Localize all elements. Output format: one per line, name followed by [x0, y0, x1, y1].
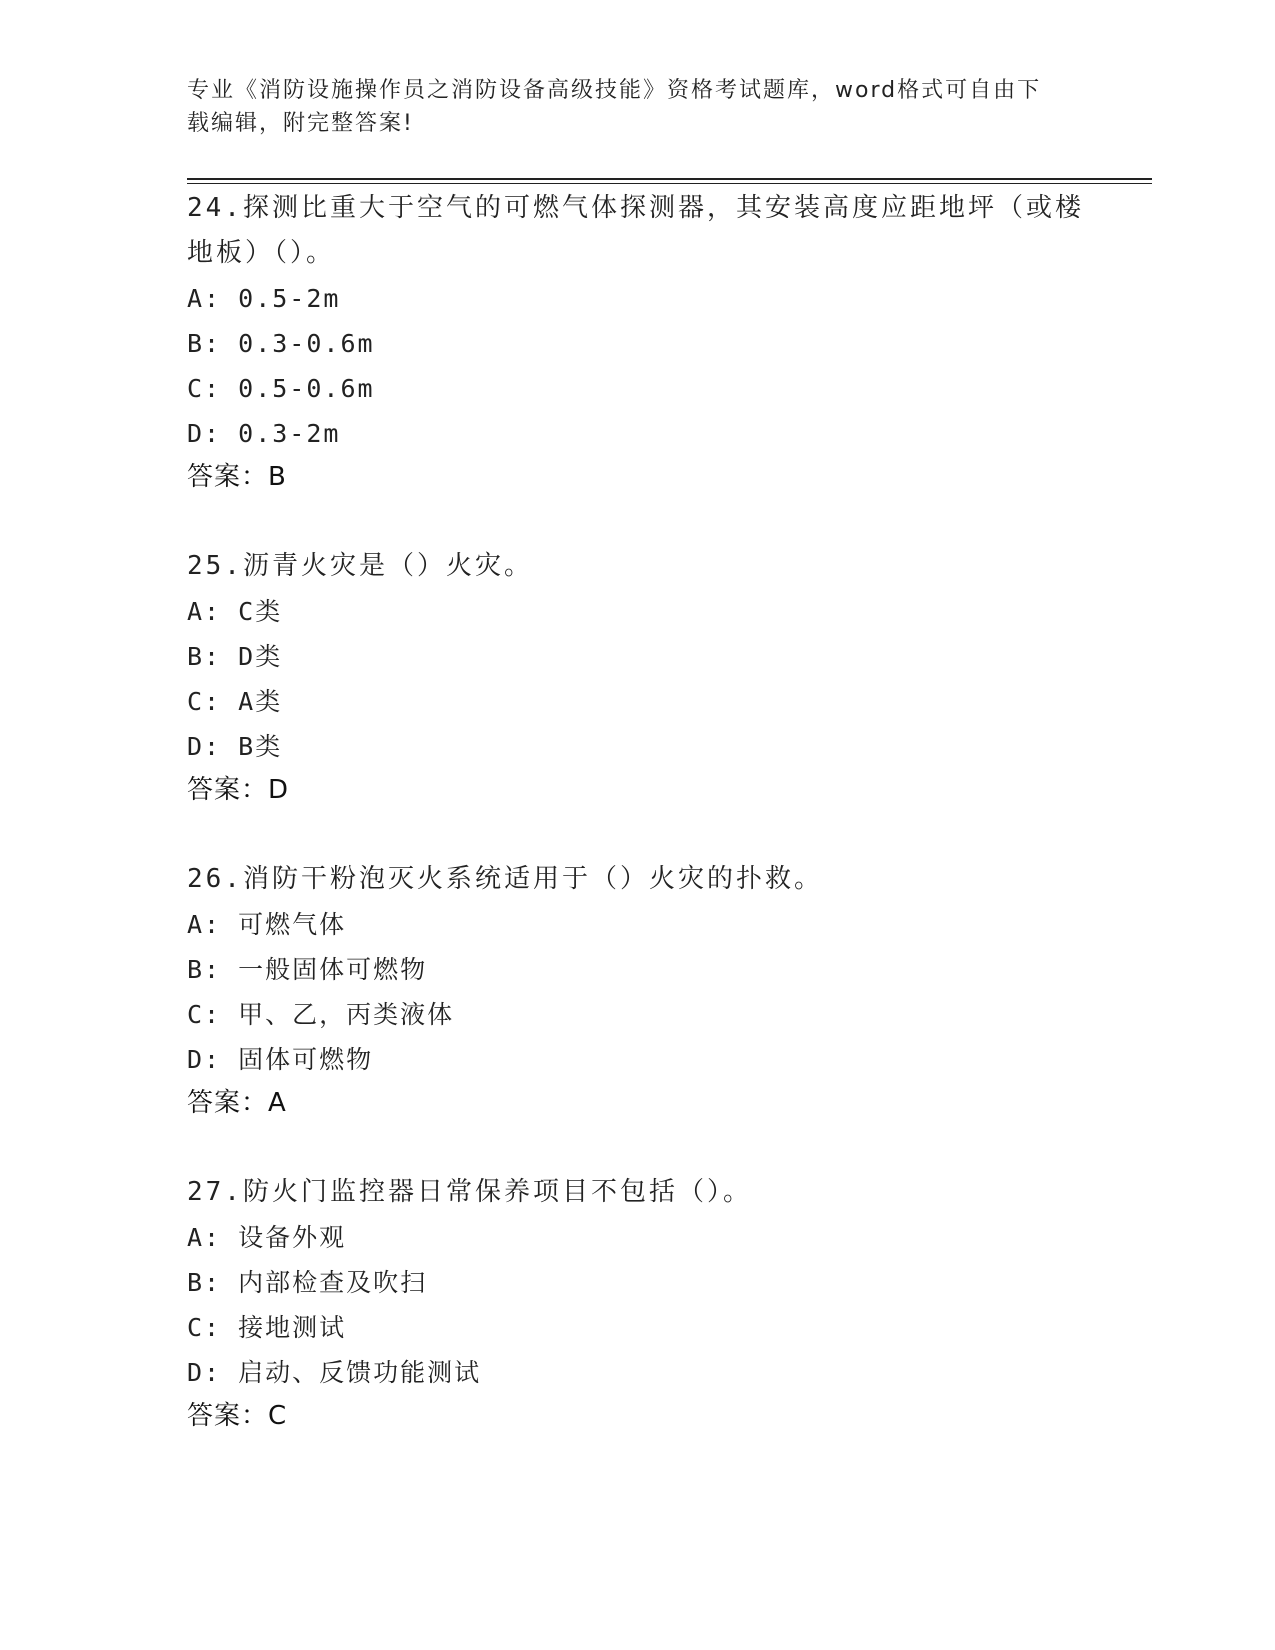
question-26: [187, 857, 1087, 1124]
document-header: [187, 74, 1067, 140]
header-line-2: 载编辑，附完整答案!: [187, 111, 414, 136]
question-list: [187, 186, 1087, 1483]
option-a: A: 0.5-2m: [187, 284, 341, 313]
option-a: A: C类: [187, 597, 283, 626]
question-24: [187, 186, 1087, 498]
question-stem: 25.沥青火灾是（）火灾。: [187, 551, 533, 581]
option-d: D: 0.3-2m: [187, 419, 341, 448]
option-b: B: 0.3-0.6m: [187, 329, 375, 358]
option-d: D: 启动、反馈功能测试: [187, 1358, 482, 1387]
option-c: C: A类: [187, 687, 283, 716]
option-d: D: 固体可燃物: [187, 1045, 374, 1074]
option-b: B: 一般固体可燃物: [187, 955, 428, 984]
option-c: C: 0.5-0.6m: [187, 374, 375, 403]
option-a: A: 设备外观: [187, 1223, 347, 1252]
answer-text: 答案：D: [187, 775, 290, 805]
option-a: A: 可燃气体: [187, 910, 347, 939]
option-c: C: 甲、乙，丙类液体: [187, 1000, 455, 1029]
option-b: B: 内部检查及吹扫: [187, 1268, 428, 1297]
header-divider-thin: [187, 183, 1152, 184]
option-d: D: B类: [187, 732, 283, 761]
question-stem: 24.探测比重大于空气的可燃气体探测器，其安装高度应距地坪（或楼地板）（）。: [187, 193, 1084, 268]
question-stem: 27.防火门监控器日常保养项目不包括（）。: [187, 1177, 752, 1207]
option-c: C: 接地测试: [187, 1313, 347, 1342]
header-line-1: 专业《消防设施操作员之消防设备高级技能》资格考试题库，word格式可自由下: [187, 78, 1042, 103]
question-stem: 26.消防干粉泡灭火系统适用于（）火灾的扑救。: [187, 864, 823, 894]
question-25: [187, 544, 1087, 811]
answer-text: 答案：B: [187, 462, 287, 492]
header-divider-thick: [187, 178, 1152, 180]
option-b: B: D类: [187, 642, 283, 671]
answer-text: 答案：C: [187, 1401, 288, 1431]
answer-text: 答案：A: [187, 1088, 287, 1118]
question-27: [187, 1170, 1087, 1437]
